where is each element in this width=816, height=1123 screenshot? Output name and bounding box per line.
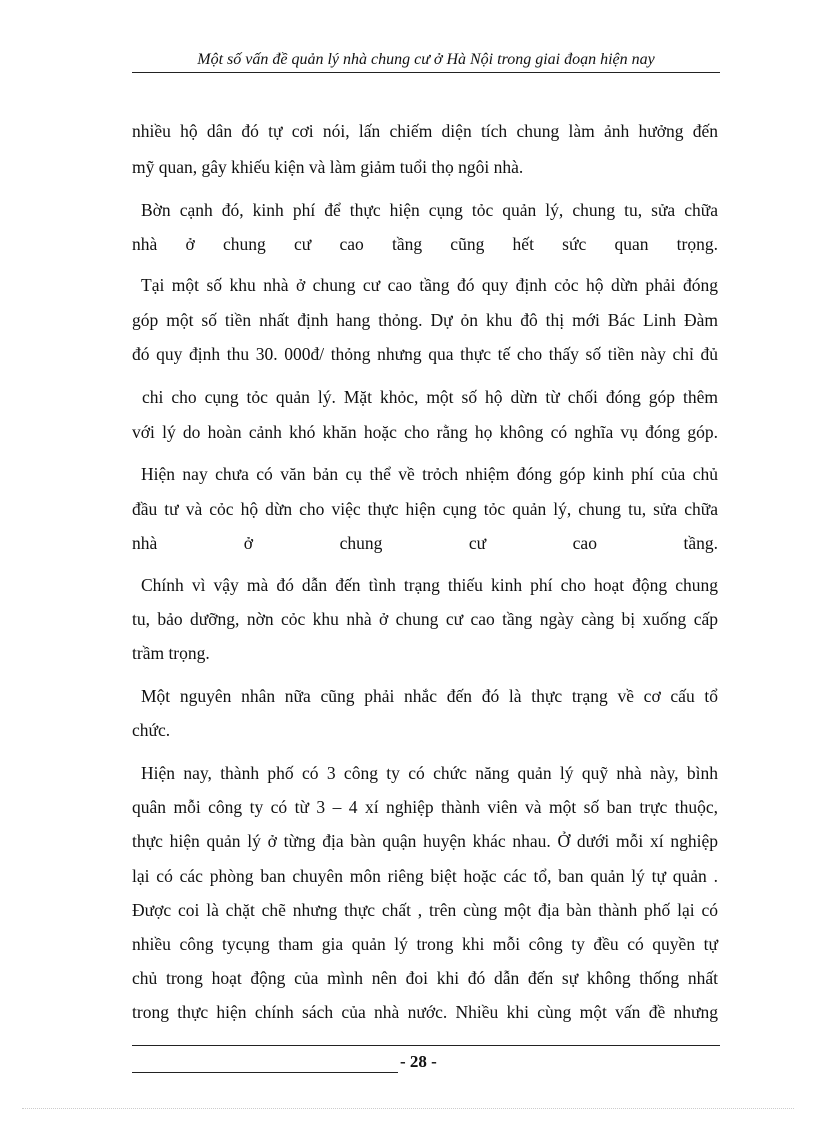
footer-underline <box>132 1072 398 1073</box>
text-line: đó quy định thu 30. 000đ/ thỏng nhưng qua thực tế cho thấy số tiền này chỉ đủ <box>132 344 718 364</box>
text-line: Được coi là chặt chẽ nhưng thực chất , trên cùng một địa bàn thành phố lại có <box>132 900 718 920</box>
text-line: với lý do hoàn cảnh khó khăn hoặc cho rằng họ không có nghĩa vụ đóng góp. <box>132 422 718 442</box>
text-line: mỹ quan, gây khiếu kiện và làm giảm tuổi thọ ngôi nhà. <box>132 157 524 177</box>
text-line: thực hiện quản lý ở từng địa bàn quận huyện khác nhau. Ở dưới mỗi xí nghiệp <box>132 831 718 851</box>
text-line: chi cho cụng tỏc quản lý. Mặt khỏc, một số hộ dừn từ chối đóng góp thêm <box>142 387 718 407</box>
text-line: nhiều công tycụng tham gia quản lý trong khi mỗi công ty đều có quyền tự <box>132 934 718 954</box>
footer-divider <box>132 1045 720 1046</box>
text-line: tu, bảo dưỡng, nờn cỏc khu nhà ở chung cư cao tầng ngày càng bị xuống cấp <box>132 609 718 629</box>
running-header: Một số vấn đề quản lý nhà chung cư ở Hà Nội trong giai đoạn hiện nay <box>132 48 720 73</box>
text-line: chức. <box>132 720 171 740</box>
text-line: Một nguyên nhân nữa cũng phải nhắc đến đó là thực trạng về cơ cấu tổ <box>141 686 718 706</box>
page-bottom-border <box>22 1108 794 1109</box>
text-line: Chính vì vậy mà đó dẫn đến tình trạng thiếu kinh phí cho hoạt động chung <box>141 575 718 595</box>
text-line: góp một số tiền nhất định hang thỏng. Dự ỏn khu đô thị mới Bác Linh Đàm <box>132 310 718 330</box>
page-number: - 28 - <box>400 1052 437 1071</box>
text-line: trong thực hiện chính sách của nhà nước. Nhiều khi cùng một vấn đề nhưng <box>132 1002 718 1022</box>
text-line: nhà ở chung cư cao tầng. <box>132 533 718 553</box>
text-line: Bờn cạnh đó, kinh phí để thực hiện cụng tỏc quản lý, chung tu, sửa chữa <box>141 200 718 220</box>
text-line: quân mỗi công ty có từ 3 – 4 xí nghiệp thành viên và một số ban trực thuộc, <box>132 797 718 817</box>
text-line: lại có các phòng ban chuyên môn riêng biệt hoặc các tổ, ban quản lý tự quản . <box>132 866 718 886</box>
text-line: chủ trong hoạt động của mình nên đoi khi đó dẫn đến sự không thống nhất <box>132 968 718 988</box>
text-line: Hiện nay, thành phố có 3 công ty có chức năng quản lý quỹ nhà này, bình <box>141 763 718 783</box>
text-line: đầu tư và cỏc hộ dừn cho việc thực hiện cụng tỏc quản lý, chung tu, sửa chữa <box>132 499 718 519</box>
text-line: nhà ở chung cư cao tầng cũng hết sức quan trọng. <box>132 234 718 254</box>
text-line: nhiều hộ dân đó tự cơi nói, lấn chiếm diện tích chung làm ảnh hưởng đến <box>132 121 718 141</box>
text-line: trầm trọng. <box>132 643 210 663</box>
text-line: Hiện nay chưa có văn bản cụ thể về trỏch nhiệm đóng góp kinh phí của chủ <box>141 464 718 484</box>
page-footer <box>132 1050 720 1076</box>
text-line: Tại một số khu nhà ở chung cư cao tầng đó quy định cỏc hộ dừn phải đóng <box>141 275 718 295</box>
